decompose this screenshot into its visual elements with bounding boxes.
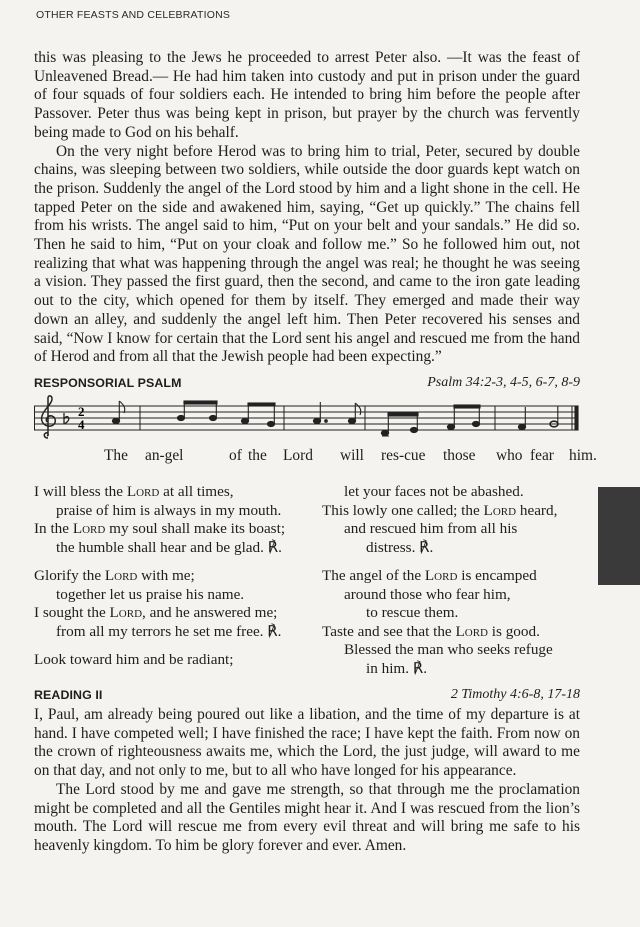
- verse-line: The angel of the Lord is encamped: [322, 567, 537, 584]
- lyric-syllable: fear: [530, 447, 554, 464]
- note: [267, 421, 274, 426]
- reading-paragraph: The Lord stood by me and gave me strength, so that through me the proclamation might be completed and all the Gentiles might hear it. And I was rescued from the lion’s mouth. The Lord will rescue me from every evil threat and will bring me safe to his heavenly kingdom. To him be glory forever and ever. Amen.: [34, 780, 580, 854]
- lyric-syllable: an-gel: [145, 447, 184, 464]
- page-tab-marker: [598, 487, 640, 585]
- lyric-syllable: who: [496, 447, 523, 464]
- running-head: OTHER FEASTS AND CELEBRATIONS: [36, 9, 231, 21]
- verse-line: distress. ℟.: [366, 538, 434, 556]
- note: [410, 427, 417, 432]
- time-signature-top: 2: [78, 404, 85, 419]
- note: [381, 430, 388, 435]
- verse-line: the humble shall hear and be glad. ℟.: [56, 538, 282, 556]
- note: [241, 418, 248, 423]
- verse-line: Glorify the Lord with me;: [34, 567, 195, 584]
- verse-line: Look toward him and be radiant;: [34, 651, 234, 668]
- music-staff: [34, 394, 580, 442]
- note: [177, 415, 184, 420]
- verse-line: This lowly one called; the Lord heard,: [322, 501, 558, 519]
- verse-line: Taste and see that the Lord is good.: [322, 622, 540, 640]
- verse-line: to rescue them.: [366, 604, 459, 621]
- psalm-citation: Psalm 34:2-3, 4-5, 6-7, 8-9: [427, 375, 580, 390]
- note: [209, 415, 216, 420]
- lyric-syllable: the: [248, 447, 267, 464]
- reading2-header: [34, 688, 580, 706]
- lyric-syllable: res-cue: [381, 447, 426, 464]
- note: [472, 421, 479, 426]
- verse-line: Blessed the man who seeks refuge: [344, 641, 553, 658]
- psalm-stanza: [322, 567, 553, 678]
- lyric-syllable: those: [443, 447, 476, 464]
- verse-line: and rescued him from all his: [344, 520, 518, 537]
- lyric-syllable: will: [340, 447, 364, 464]
- reading2-text: [34, 706, 580, 856]
- reading-continued: [34, 49, 580, 367]
- note: [518, 424, 525, 429]
- note: [313, 418, 320, 423]
- treble-clef-icon: [42, 396, 56, 438]
- verse-line: from all my terrors he set me free. ℟.: [56, 622, 282, 640]
- psalm-stanza: [322, 483, 557, 557]
- lyric-syllable: of: [229, 447, 242, 464]
- lyric-syllable: Lord: [283, 447, 313, 464]
- reading-paragraph: I, Paul, am already being poured out like a libation, and the time of my departure is at hand. I have competed well; I have finished the race; I have kept the faith. From now on the crown of righteousness awaits me, which the Lord, the just judge, will award to me on that day, and not only to me, but to all who have longed for his appearance.: [34, 706, 580, 780]
- reading2-title: READING II: [34, 688, 103, 702]
- psalm-header: [34, 376, 580, 394]
- verse-line: I sought the Lord, and he answered me;: [34, 604, 278, 621]
- psalm-stanza: [34, 483, 285, 557]
- psalm-title: RESPONSORIAL PSALM: [34, 376, 182, 390]
- note: [447, 424, 454, 429]
- reading-paragraph: this was pleasing to the Jews he proceeded to arrest Peter also. —It was the feast of Unleavened Bread.— He had him taken into custody and put in prison under the guard of four squads of four soldiers each. He intended to bring him before the people after Passover. Peter thus was being kept in prison, but prayer by the church was fervently being made to God on his behalf.: [34, 49, 580, 141]
- verse-line: in him. ℟.: [366, 659, 428, 677]
- reading2-citation: 2 Timothy 4:6-8, 17-18: [450, 687, 580, 702]
- verse-line: In the Lord my soul shall make its boast;: [34, 520, 286, 537]
- verse-line: praise of him is always in my mouth.: [56, 501, 282, 519]
- psalm-response-lyrics: [0, 447, 640, 467]
- note: [112, 418, 119, 423]
- psalm-stanza: [34, 651, 234, 670]
- reading-paragraph: On the very night before Herod was to bring him to trial, Peter, secured by double chains, was sleeping between two soldiers, while outside the door guards kept watch on the prison. Suddenly the angel of the Lord stood by him and a light shone in the cell. He tapped Peter on the side and awakened him, saying, “Get up quickly.” The chains fell from his wrists. The angel said to him, “Put on your belt and your sandals.” He did so. Then he said to him, “Put on your cloak and follow me.” So he followed him out, not realizing that what was happening through the angel was real; he thought he was seeing a vision. They passed the first guard, then the second, and came to the iron gate leading out to the city, which opened for them by itself. They emerged and made their way down an alley, and suddenly the angel left him. Then Peter recovered his senses and said, “Now I know for certain that the Lord sent his angel and rescued me from the hand of Herod and from all that the Jewish people had been expecting.”: [34, 142, 580, 366]
- verse-line: I will bless the Lord at all times,: [34, 483, 234, 500]
- lyric-syllable: The: [104, 447, 128, 464]
- time-signature-bottom: 4: [78, 417, 85, 432]
- lyric-syllable: him.: [569, 447, 597, 464]
- verse-line: together let us praise his name.: [56, 585, 245, 603]
- verse-line: around those who fear him,: [344, 585, 511, 603]
- note: [348, 418, 355, 423]
- verse-line: let your faces not be abashed.: [344, 483, 524, 500]
- psalm-stanza: [34, 567, 281, 641]
